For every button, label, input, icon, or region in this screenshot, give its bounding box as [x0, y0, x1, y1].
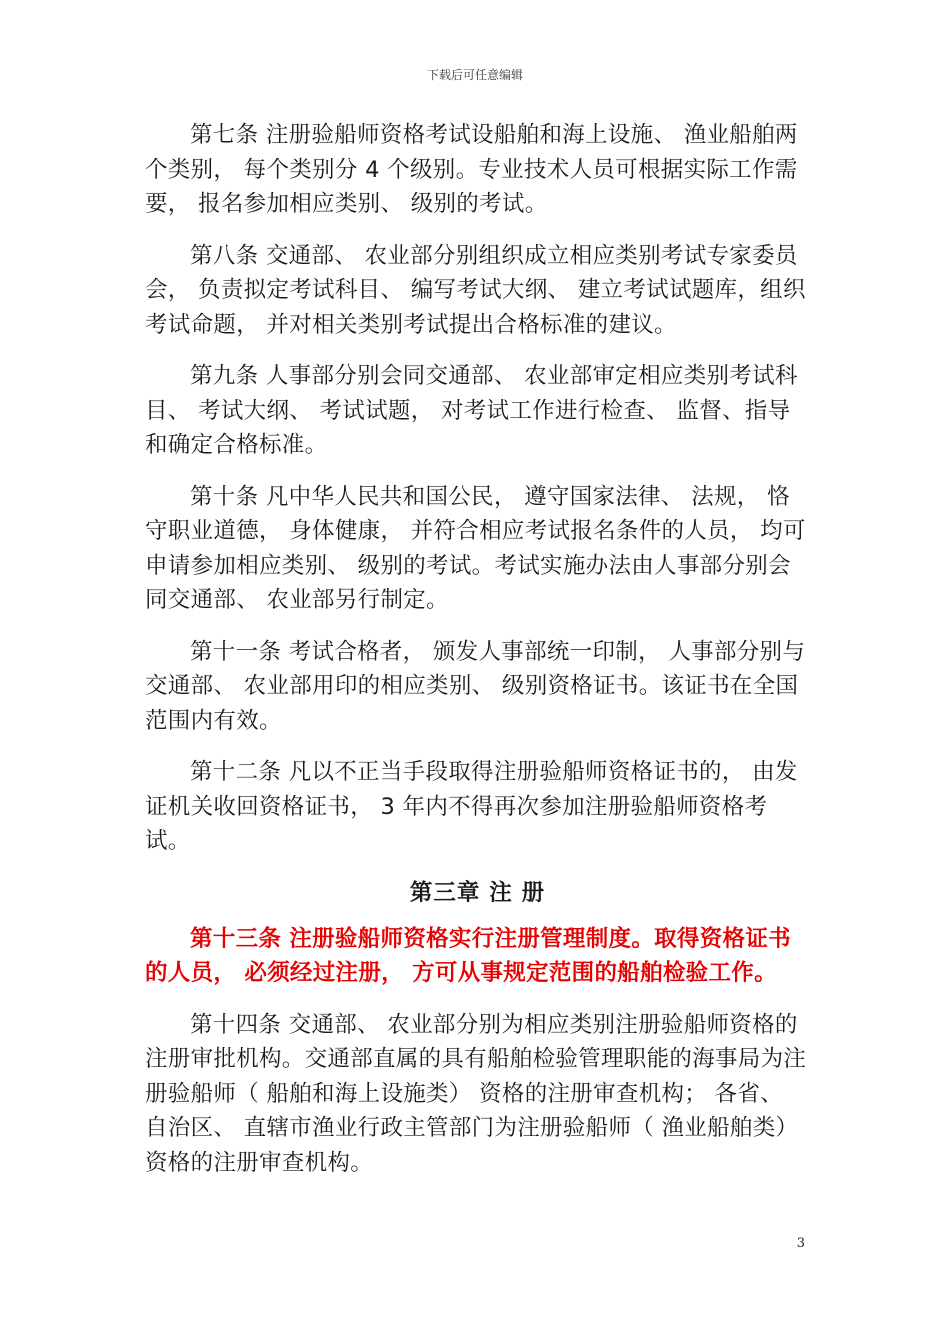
- article-10: 第十条 凡中华人民共和国公民， 遵守国家法律、 法规， 恪守职业道德， 身体健康， 并符合相应考试报名条件的人员， 均可申请参加相应类别、 级别的考试。考试实施办法由人事部分别会同交通部、 农业部另行制定。: [145, 483, 806, 613]
- article-8: 第八条 交通部、 农业部分别组织成立相应类别考试专家委员会， 负责拟定考试科目、 编写考试大纲、 建立考试试题库，组织考试命题， 并对相关类别考试提出合格标准的建议。: [145, 242, 806, 338]
- document-body: [145, 118, 810, 1197]
- chapter-heading: 第三章 注 册: [409, 879, 546, 906]
- page-header: 下载后可任意编辑: [426, 68, 523, 82]
- article-11: 第十一条 考试合格者， 颁发人事部统一印制， 人事部分别与交通部、 农业部用印的相应类别、 级别资格证书。该证书在全国范围内有效。: [145, 638, 806, 734]
- article-12: 第十二条 凡以不正当手段取得注册验船师资格证书的， 由发证机关收回资格证书， 3 年内不得再次参加注册验船师资格考试。: [145, 759, 798, 854]
- page-number: 3: [796, 1236, 805, 1251]
- article-9: 第九条 人事部分别会同交通部、 农业部审定相应类别考试科目、 考试大纲、 考试试题， 对考试工作进行检查、 监督、指导和确定合格标准。: [145, 363, 798, 458]
- article-7: 第七条 注册验船师资格考试设船舶和海上设施、 渔业船舶两个类别， 每个类别分 4 个级别。专业技术人员可根据实际工作需要， 报名参加相应类别、 级别的考试。: [145, 122, 798, 217]
- article-14: 第十四条 交通部、 农业部分别为相应类别注册验船师资格的注册审批机构。交通部直属的具有船舶检验管理职能的海事局为注册验船师（ 船舶和海上设施类） 资格的注册审查机构； 各省、 自治区、 直辖市渔业行政主管部门为注册验船师（ 渔业船舶类） 资格的注册审查机构。: [145, 1011, 807, 1176]
- article-13-highlighted: 第十三条 注册验船师资格实行注册管理制度。取得资格证书的人员， 必须经过注册， 方可从事规定范围的船舶检验工作。: [145, 925, 791, 986]
